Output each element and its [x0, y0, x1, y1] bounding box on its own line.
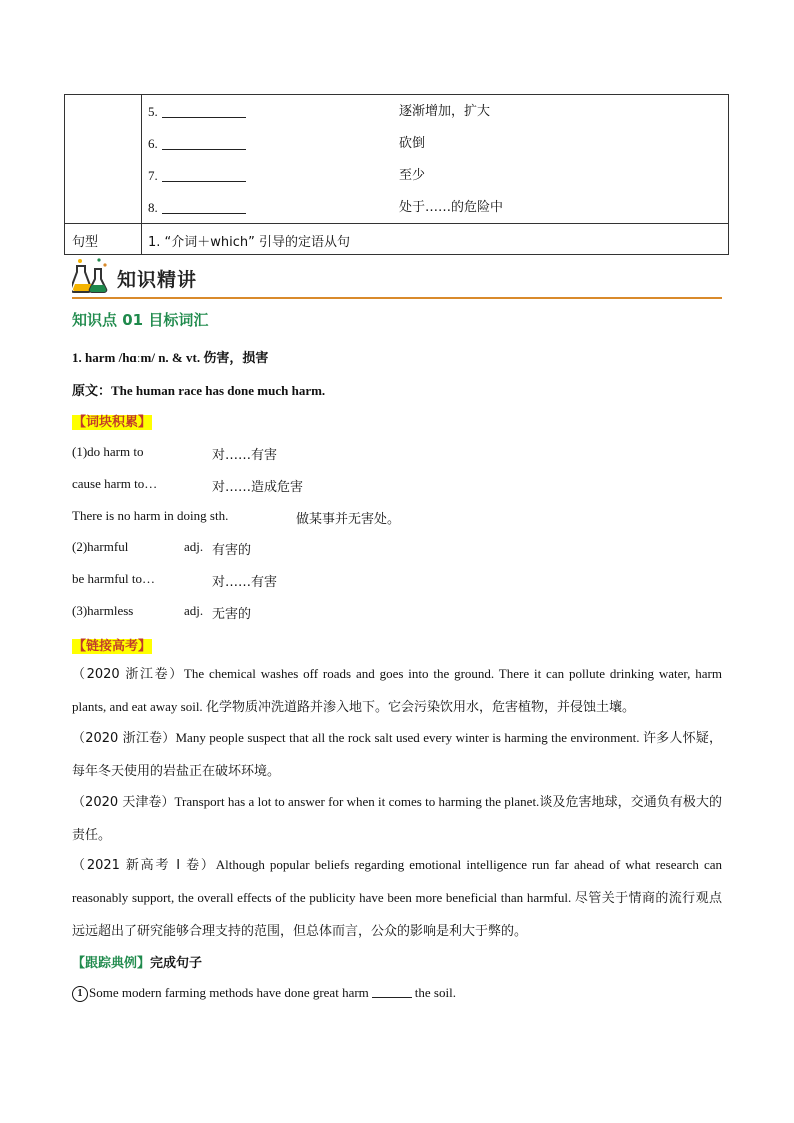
chunk-en: be harmful to… — [72, 571, 156, 586]
answer-blank[interactable] — [162, 213, 246, 214]
row-number: 5. — [148, 104, 158, 119]
answer-blank[interactable] — [372, 985, 412, 998]
chunk-en: (3)harmless — [72, 603, 134, 618]
gaokao-en: Many people suspect that all the rock salt used every winter is harming the environment. — [175, 730, 643, 745]
table-row — [148, 198, 708, 218]
table-row — [148, 166, 708, 186]
row-meaning: 砍倒 — [399, 136, 426, 151]
list-item — [72, 508, 401, 527]
answer-blank[interactable] — [162, 149, 246, 150]
section-header — [72, 257, 722, 299]
original-label: 原文： — [72, 384, 112, 399]
gaokao-example — [72, 722, 722, 788]
flask-icon — [72, 257, 112, 299]
word-entry — [72, 347, 268, 366]
practice-after: the soil. — [414, 985, 456, 1000]
gaokao-example — [72, 849, 722, 948]
chunk-en: (1)do harm to — [72, 444, 144, 459]
chunk-pos: adj. — [184, 603, 204, 618]
chunk-cn: 无害的 — [212, 607, 252, 622]
gaokao-tag-line — [72, 635, 152, 654]
gaokao-source: （2020 天津卷） — [72, 795, 175, 810]
table-row-divider — [65, 223, 728, 224]
chunk-cn: 对……造成危害 — [212, 480, 304, 495]
answer-blank[interactable] — [162, 181, 246, 182]
practice-item — [72, 985, 456, 1002]
vocab-table — [64, 94, 729, 255]
gaokao-example — [72, 786, 722, 852]
answer-blank[interactable] — [162, 117, 246, 118]
row-meaning: 至少 — [399, 168, 426, 183]
chunk-en: There is no harm in doing sth. — [72, 508, 229, 523]
list-item — [72, 571, 278, 590]
table-row — [148, 134, 708, 154]
original-text: The human race has done much harm. — [111, 383, 326, 398]
row-meaning: 处于……的危险中 — [399, 200, 504, 215]
gaokao-source: （2021 新高考 I 卷） — [72, 858, 216, 873]
original-sentence — [72, 380, 325, 399]
gaokao-tag: 【链接高考】 — [73, 639, 152, 654]
chunk-cn: 有害的 — [212, 543, 252, 558]
item-number-badge: 1 — [72, 986, 88, 1002]
knowledge-point-title: 知识点 01 目标词汇 — [72, 311, 209, 329]
gaokao-en: Although popular beliefs regarding emotional intelligence run far ahead of what research can reasonably support, the overall effects of the publicity have been more beneficial than harmful. — [72, 857, 722, 905]
sentence-pattern-label: 句型 — [72, 235, 99, 250]
gaokao-en: Transport has a lot to answer for when it comes to harming the planet. — [174, 794, 540, 809]
gaokao-source: （2020 浙江卷） — [72, 731, 176, 746]
practice-before: Some modern farming methods have done great harm — [89, 985, 369, 1000]
row-number: 6. — [148, 136, 158, 151]
list-item — [72, 539, 252, 558]
row-meaning: 逐渐增加，扩大 — [399, 104, 491, 119]
chunk-cn: 对……有害 — [212, 575, 278, 590]
chunk-en: cause harm to… — [72, 476, 158, 491]
gaokao-cn: 化学物质冲洗道路并渗入地下。它会污染饮用水，危害植物，并侵蚀土壤。 — [205, 700, 635, 715]
practice-label: 完成句子 — [150, 956, 203, 971]
chunk-cn: 对……有害 — [212, 448, 278, 463]
list-item — [72, 476, 304, 495]
practice-tag-line — [72, 952, 202, 971]
chunk-en: (2)harmful — [72, 539, 129, 554]
gaokao-en: The chemical washes off roads and goes into the ground. There it can pollute drinking water, harm plants, and eat away soil. — [72, 666, 722, 714]
list-item — [72, 603, 252, 622]
gaokao-example — [72, 658, 722, 724]
gaokao-cn: 许多人怀疑，每年冬天使用的岩盐正在破坏环境。 — [72, 731, 722, 779]
table-row — [148, 102, 708, 122]
row-number: 8. — [148, 200, 158, 215]
gaokao-source: （2020 浙江卷） — [72, 667, 184, 682]
chunk-pos: adj. — [184, 539, 204, 554]
list-item — [72, 444, 278, 463]
practice-tag: 【跟踪典例】 — [72, 956, 151, 971]
chunk-tag: 【词块积累】 — [73, 415, 152, 430]
word-entry-text: 1. harm /hɑːm/ n. & vt. 伤害，损害 — [72, 350, 269, 365]
table-column-divider — [141, 95, 142, 254]
chunk-cn: 做某事并无害处。 — [296, 512, 401, 527]
chunk-tag-line — [72, 411, 152, 430]
gaokao-cn: 谈及危害地球，交通负有极大的责任。 — [72, 795, 722, 843]
row-number: 7. — [148, 168, 158, 183]
section-title: 知识精讲 — [117, 269, 198, 291]
sentence-pattern-item: 1. “介词＋which” 引导的定语从句 — [148, 235, 351, 250]
gaokao-cn: 尽管关于情商的流行观点远远超出了研究能够合理支持的范围，但总体而言，公众的影响是利大于弊的。 — [72, 891, 722, 939]
